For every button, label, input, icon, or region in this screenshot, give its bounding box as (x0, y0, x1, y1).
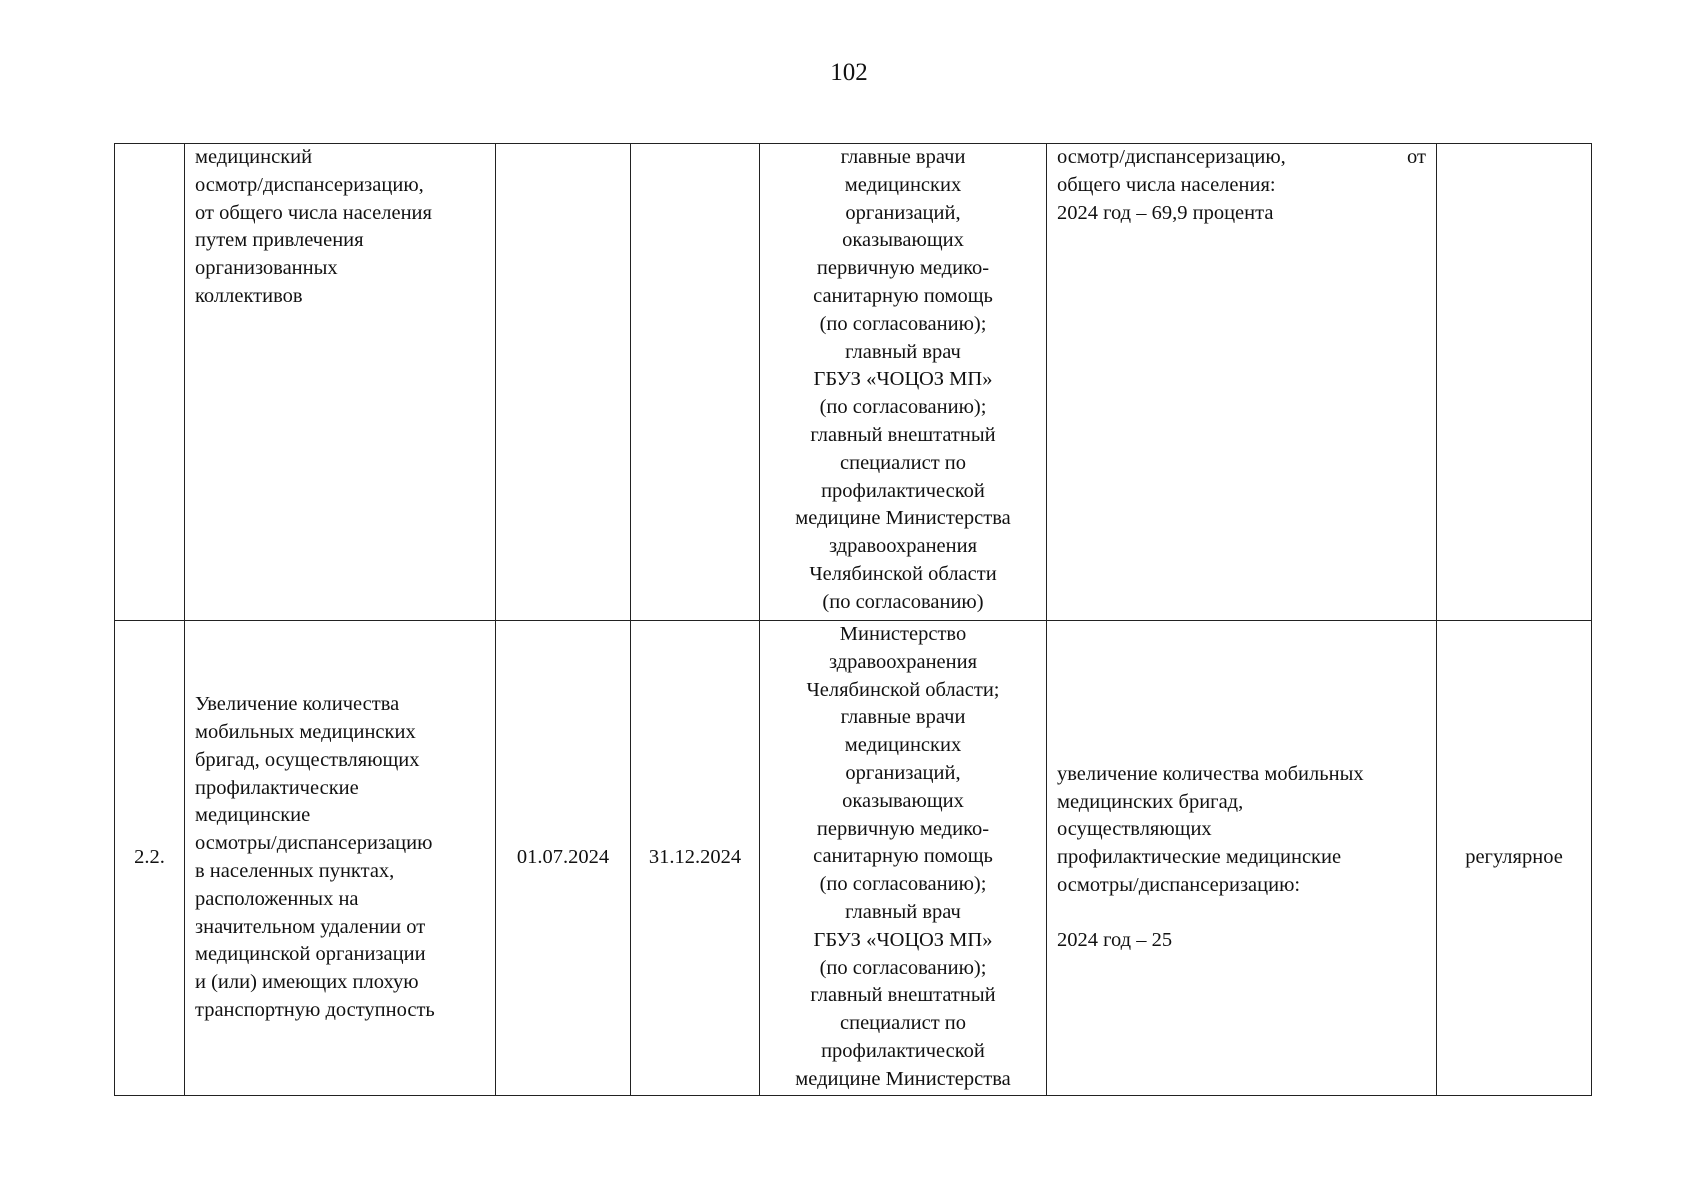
start-date-cell: 01.07.2024 (496, 621, 631, 1096)
responsible-line: первичную медико- (816, 817, 990, 840)
responsible-line: специалист по (840, 1012, 966, 1035)
measure-name-line: бригад, осуществляющих (195, 748, 420, 771)
result-spacer (1057, 900, 1426, 928)
responsible-line: организаций, (845, 761, 961, 784)
responsible-line: профилактической (821, 479, 985, 502)
responsible-line: главные врачи (840, 706, 966, 729)
responsible-line: медицине Министерства (795, 1067, 1011, 1090)
measure-name-line: Увеличение количества (195, 693, 400, 716)
responsible-line: (по согласованию); (819, 312, 987, 335)
measure-name-line: мобильных медицинских (195, 721, 416, 744)
responsible-line: Челябинской области (809, 562, 997, 585)
responsible-cell (760, 621, 1047, 1096)
result-line: осуществляющих (1057, 818, 1212, 841)
measure-name-line: значительном удалении от (195, 915, 426, 938)
result-line: осмотры/диспансеризацию: (1057, 873, 1301, 896)
responsible-line: главный внештатный (810, 984, 996, 1007)
responsible-line: ГБУЗ «ЧОЦОЗ МП» (813, 928, 993, 951)
end-date-cell: 31.12.2024 (631, 621, 760, 1096)
responsible-line: здравоохранения (828, 650, 978, 673)
start-date-cell (496, 144, 631, 621)
measure-name-line (195, 227, 485, 255)
responsible-line: специалист по (840, 451, 966, 474)
result-line: профилактические медицинские (1057, 846, 1342, 869)
result-line: 2024 год – 69,9 процента (1057, 201, 1274, 224)
measure-name-cell (185, 621, 496, 1096)
responsible-line: (по согласованию); (819, 873, 987, 896)
responsible-line: (по согласованию); (819, 396, 987, 419)
measure-name-line: профилактические (195, 776, 359, 799)
result-line: общего числа населения: (1057, 173, 1276, 196)
measure-name-line: осмотры/диспансеризацию (195, 832, 433, 855)
responsible-line: Министерство (839, 623, 967, 645)
result-cell (1047, 621, 1437, 1096)
responsible-line: Челябинской области; (806, 678, 1000, 701)
result-line-right: от (1407, 146, 1426, 168)
measure-name-line: в населенных пунктах, (195, 860, 395, 882)
measure-name-line: медицинской организации (195, 943, 426, 966)
responsible-line: (по согласованию) (822, 590, 984, 613)
page-number: 102 (830, 59, 868, 86)
frequency-cell: регулярное (1437, 621, 1592, 1096)
responsible-line: главный врач (845, 900, 961, 923)
measure-name-cell (185, 144, 496, 621)
measure-name-line: осмотр/диспансеризацию, (195, 173, 424, 196)
measure-name-line: коллективов (195, 284, 303, 307)
end-date-cell (631, 144, 760, 621)
measure-name-line: медицинский (195, 146, 313, 168)
table-row (115, 621, 1592, 1096)
responsible-line: медицине Министерства (795, 507, 1011, 530)
result-line: увеличение количества мобильных (1057, 762, 1364, 785)
result-cell (1047, 144, 1437, 621)
measure-name-line-text: путем привлечения (195, 229, 364, 252)
row-number-cell: 2.2. (115, 621, 185, 1096)
measure-name-line: организованных (195, 257, 338, 280)
result-line (1057, 144, 1426, 172)
responsible-line: санитарную помощь (813, 284, 993, 307)
measure-name-line: медицинские (195, 804, 311, 827)
responsible-line: профилактической (821, 1039, 985, 1062)
measure-name-line: и (или) имеющих плохую (195, 971, 419, 994)
result-value: 2024 год – 25 (1057, 929, 1173, 952)
responsible-line: санитарную помощь (813, 845, 993, 868)
measure-name-line: транспортную доступность (195, 998, 435, 1021)
measure-name-line: от общего числа населения (195, 201, 432, 224)
measure-name-line: расположенных на (195, 887, 359, 910)
result-line-left: осмотр/диспансеризацию, (1057, 146, 1286, 168)
responsible-line: медицинских (844, 173, 962, 196)
measures-table (114, 143, 1592, 1096)
result-line: медицинских бригад, (1057, 790, 1244, 813)
responsible-line: (по согласованию); (819, 956, 987, 979)
responsible-cell (760, 144, 1047, 621)
responsible-line: главные врачи (840, 146, 966, 168)
table-row (115, 144, 1592, 621)
responsible-line: оказывающих (842, 229, 964, 252)
responsible-line: главный врач (845, 340, 961, 363)
responsible-line: организаций, (845, 201, 961, 224)
responsible-line: оказывающих (842, 789, 964, 812)
row-number-cell (115, 144, 185, 621)
responsible-line: первичную медико- (816, 257, 990, 280)
responsible-line: ГБУЗ «ЧОЦОЗ МП» (813, 368, 993, 391)
frequency-cell (1437, 144, 1592, 621)
responsible-line: здравоохранения (828, 535, 978, 558)
responsible-line: медицинских (844, 734, 962, 757)
responsible-line: главный внештатный (810, 423, 996, 446)
